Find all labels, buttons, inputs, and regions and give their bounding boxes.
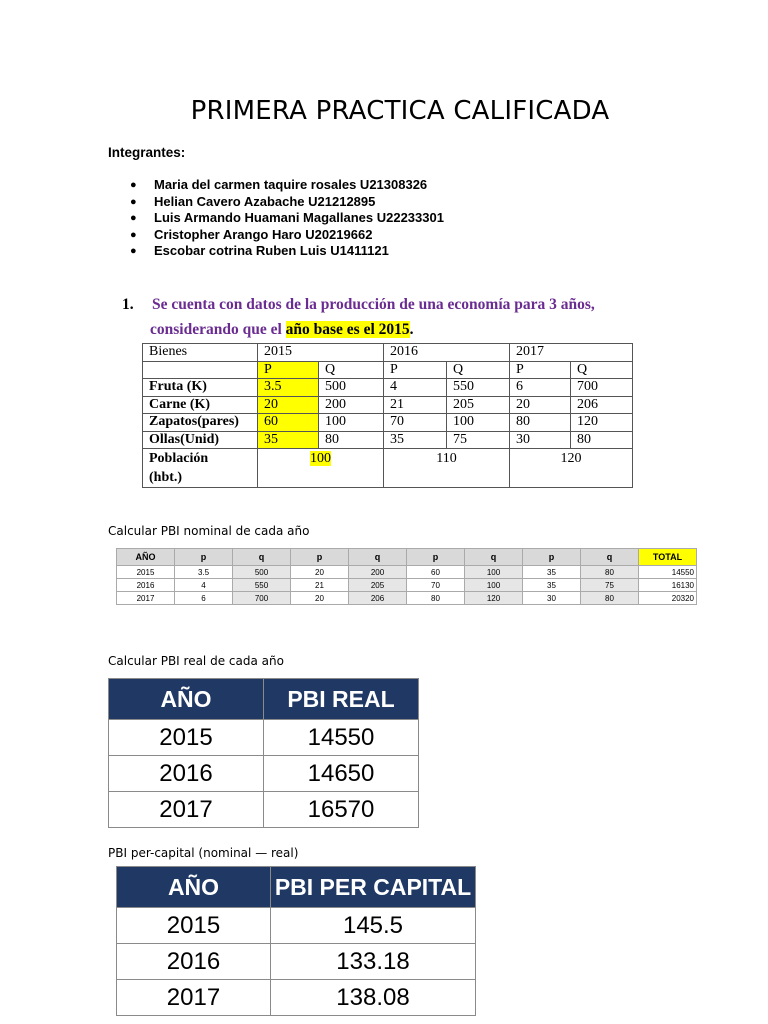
population-label [143,449,258,488]
table-cell: 2016 [109,756,264,792]
table-cell: 2016 [384,344,510,362]
table-cell: 4 [175,579,233,592]
table-cell: Q [447,361,510,379]
table-cell: 550 [447,379,510,397]
table-row [143,449,633,488]
member-list [130,177,444,260]
table-cell: 2017 [117,592,175,605]
table-cell: 2016 [117,944,271,980]
table-cell [143,361,258,379]
population-label-line-1: Población [149,451,209,466]
member-name: Maria del carmen taquire rosales U21308326 [154,177,428,192]
table-cell: 200 [319,396,384,414]
table-row [143,344,633,362]
population-value: 100 [310,451,331,466]
table-cell: P [510,361,571,379]
table-cell: 14550 [264,720,419,756]
table-cell: 16570 [264,792,419,828]
table-cell: 20 [510,396,571,414]
list-item [130,177,444,194]
table-row [109,720,419,756]
member-name: Luis Armando Huamani Magallanes U22233301 [154,210,444,225]
table-cell: 100 [319,414,384,432]
table-cell: 205 [349,579,407,592]
table-row [109,756,419,792]
table-cell: 500 [233,566,291,579]
table-header-cell: q [233,549,291,566]
table-cell: 2017 [109,792,264,828]
table-cell: 70 [384,414,447,432]
table-header-cell: p [407,549,465,566]
table-cell: 35 [523,566,581,579]
list-item [130,194,444,211]
table-row [143,431,633,449]
table-cell: 2017 [117,980,271,1016]
table-header-cell: q [349,549,407,566]
table-cell: Zapatos(pares) [143,414,258,432]
table-row [117,944,476,980]
table-cell: 14650 [264,756,419,792]
real-gdp-table [108,678,419,828]
table-cell: 80 [510,414,571,432]
table-header-cell: PBI REAL [264,679,419,720]
table-header-cell: q [581,549,639,566]
per-capita-table [116,866,476,1016]
table-cell: 100 [447,414,510,432]
table-header-cell: p [175,549,233,566]
table-cell: 60 [407,566,465,579]
table-cell: 120 [571,414,633,432]
table-cell: 60 [258,414,319,432]
table-cell: 4 [384,379,447,397]
integrantes-label: Integrantes: [108,145,186,160]
table-header-cell: p [291,549,349,566]
table-cell: 700 [571,379,633,397]
table-cell: 3.5 [258,379,319,397]
table-cell: 100 [465,566,523,579]
table-row [143,414,633,432]
table-cell [510,449,633,488]
table-cell: 100 [465,579,523,592]
table-row [117,908,476,944]
table-cell: P [258,361,319,379]
table-cell: 206 [571,396,633,414]
table-cell: 2015 [117,908,271,944]
table-row [143,396,633,414]
table-cell [258,449,384,488]
table-cell: 6 [510,379,571,397]
table-row [109,792,419,828]
member-name: Helian Cavero Azabache U21212895 [154,193,376,209]
list-item [130,243,444,260]
table-cell: 35 [258,431,319,449]
list-item [130,227,444,244]
question-number: 1. [122,296,134,313]
table-cell: 16130 [639,579,697,592]
table-cell: 700 [233,592,291,605]
bullet-icon: ● [130,195,137,208]
table-cell: P [384,361,447,379]
table-cell: 2015 [109,720,264,756]
table-cell: 75 [581,579,639,592]
table-cell: 70 [407,579,465,592]
table-cell: 500 [319,379,384,397]
table-cell: 138.08 [271,980,476,1016]
table-cell: 35 [523,579,581,592]
table-cell: 200 [349,566,407,579]
question-line-2: considerando que el [150,321,286,338]
table-cell: 3.5 [175,566,233,579]
real-caption: Calcular PBI real de cada año [108,654,284,668]
table-header-row [109,679,419,720]
table-cell: 20320 [639,592,697,605]
table-row [117,592,697,605]
table-cell: Fruta (K) [143,379,258,397]
table-header-cell: AÑO [117,549,175,566]
table-header-row [117,549,697,566]
bullet-icon: ● [130,228,137,241]
table-cell: 2015 [258,344,384,362]
table-cell: 80 [319,431,384,449]
table-header-cell: PBI PER CAPITAL [271,867,476,908]
member-name: Escobar cotrina Ruben Luis U1411121 [154,243,389,258]
table-header-cell: q [465,549,523,566]
table-header-row [117,867,476,908]
bullet-icon: ● [130,212,137,224]
per-capita-caption: PBI per-capital (nominal — real) [108,846,299,860]
table-row [117,980,476,1016]
table-row [143,379,633,397]
table-cell: 80 [581,566,639,579]
population-label-line-2: (hbt.) [149,470,183,485]
table-header-cell: p [523,549,581,566]
bullet-icon: ● [130,179,137,191]
population-value: 110 [436,451,457,466]
table-header-cell: AÑO [117,867,271,908]
table-cell: 20 [291,592,349,605]
table-cell: 205 [447,396,510,414]
table-cell: 14550 [639,566,697,579]
table-row [143,361,633,379]
table-cell: 2016 [117,579,175,592]
table-cell: 20 [291,566,349,579]
question-line-1: Se cuenta con datos de la producción de una economía para 3 años, [152,296,595,313]
question-1 [122,292,595,342]
table-row [117,579,697,592]
table-cell: 6 [175,592,233,605]
table-cell: 75 [447,431,510,449]
bullet-icon: ● [130,245,137,257]
nominal-gdp-table [116,548,697,605]
table-cell: Q [571,361,633,379]
table-cell: 80 [407,592,465,605]
list-item [130,210,444,227]
table-cell: 30 [523,592,581,605]
production-table [142,343,633,488]
table-cell: Bienes [143,344,258,362]
table-cell: 145.5 [271,908,476,944]
table-row [117,566,697,579]
table-cell: Carne (K) [143,396,258,414]
table-cell: 550 [233,579,291,592]
table-cell: 21 [291,579,349,592]
population-value: 120 [560,451,582,466]
table-cell: Q [319,361,384,379]
table-cell: 206 [349,592,407,605]
table-cell: 35 [384,431,447,449]
total-header-cell: TOTAL [639,549,697,566]
nominal-caption: Calcular PBI nominal de cada año [108,524,310,538]
table-cell: 2017 [510,344,633,362]
table-cell: 80 [581,592,639,605]
member-name: Cristopher Arango Haro U20219662 [154,226,373,242]
table-cell: 2015 [117,566,175,579]
table-header-cell: AÑO [109,679,264,720]
table-cell: 80 [571,431,633,449]
document-title: PRIMERA PRACTICA CALIFICADA [190,96,610,126]
table-cell: 20 [258,396,319,414]
highlighted-base-year: año base es el 2015 [285,321,410,338]
table-cell: Ollas(Unid) [143,431,258,449]
table-cell [384,449,510,488]
table-cell: 120 [465,592,523,605]
table-cell: 21 [384,396,447,414]
table-cell: 133.18 [271,944,476,980]
question-period: . [409,321,414,338]
table-cell: 30 [510,431,571,449]
